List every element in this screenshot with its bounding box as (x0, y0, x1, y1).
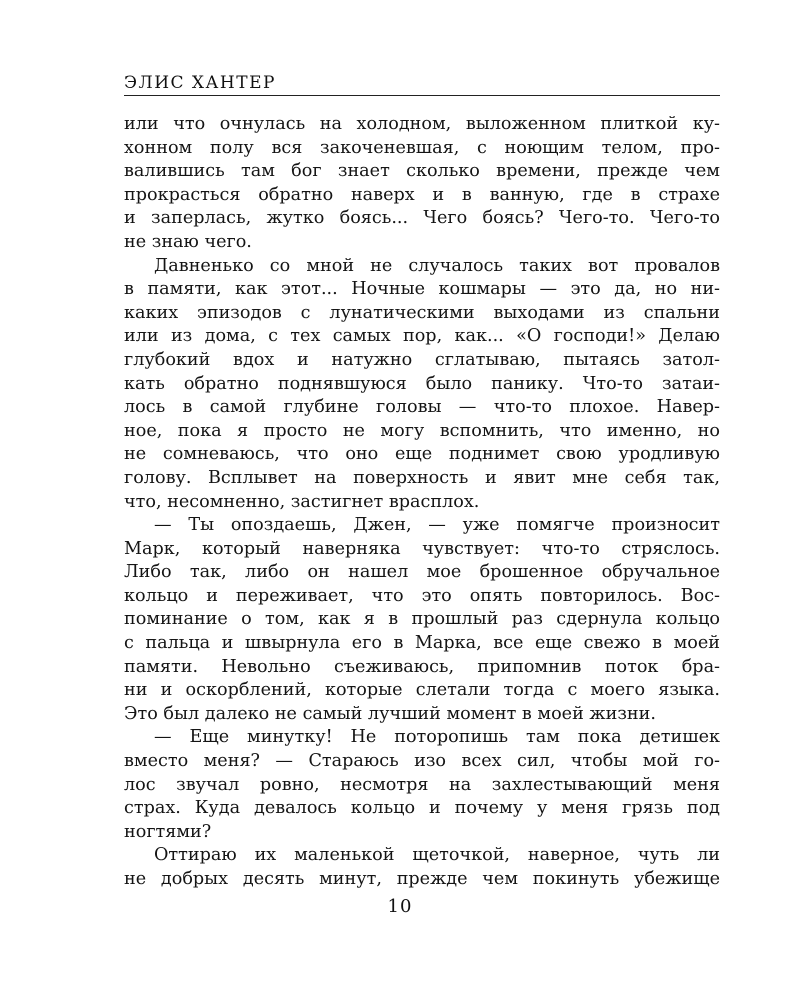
text-line: в памяти, как этот... Ночные кошмары — это да, но ни- (124, 279, 720, 300)
text-line: с пальца и швырнула его в Марка, все еще свежо в моей (124, 633, 720, 654)
text-line: — Еще минутку! Не поторопишь там пока детишек (154, 727, 720, 748)
page-number: 10 (387, 896, 413, 917)
text-line: валившись там бог знает сколько времени, прежде чем (124, 161, 720, 182)
text-line: страх. Куда девалось кольцо и почему у меня грязь под (124, 798, 720, 819)
header-rule (124, 95, 720, 96)
text-line: что, несомненно, застигнет врасплох. (124, 491, 480, 512)
body-text (124, 113, 720, 892)
text-line: Давненько со мной не случалось таких вот провалов (154, 255, 720, 276)
text-line: памяти. Невольно съеживаюсь, припомнив поток бра- (124, 656, 720, 677)
text-line: лос звучал ровно, несмотря на захлестывающий меня (124, 774, 720, 795)
text-line: голову. Всплывет на поверхность и явит мне себя так, (124, 467, 720, 488)
text-line: не сомневаюсь, что оно еще поднимет свою уродливую (124, 444, 720, 465)
text-line: каких эпизодов с лунатическими выходами из спальни (124, 302, 720, 323)
text-line: кольцо и переживает, что это опять повторилось. Вос- (124, 585, 720, 606)
text-line: ногтями? (124, 821, 212, 842)
running-header-author: ЭЛИС ХАНТЕР (124, 73, 276, 93)
text-line: не знаю чего. (124, 231, 252, 252)
text-line: вместо меня? — Стараюсь изо всех сил, чтобы мой го- (124, 751, 720, 772)
text-line: Оттираю их маленькой щеточкой, наверное, чуть ли (154, 845, 720, 866)
text-line: кать обратно поднявшуюся было панику. Что-то затаи- (124, 373, 720, 394)
text-line: лось в самой глубине головы — что-то плохое. Навер- (124, 397, 720, 418)
text-line: ни и оскорблений, которые слетали тогда с моего языка. (124, 680, 720, 701)
text-line: не добрых десять минут, прежде чем покинуть убежище (124, 869, 720, 889)
text-line: Это был далеко не самый лучший момент в моей жизни. (124, 703, 656, 724)
text-line: прокрасться обратно наверх и в ванную, где в страхе (124, 184, 720, 205)
text-line: ное, пока я просто не могу вспомнить, что именно, но (124, 420, 720, 441)
text-line: и заперлась, жутко боясь... Чего боясь? Чего-то. Чего-то (124, 208, 720, 229)
text-line: Либо так, либо он нашел мое брошенное обручальное (124, 562, 720, 583)
text-line: хонном полу вся закоченевшая, с ноющим телом, про- (124, 137, 720, 158)
text-line: — Ты опоздаешь, Джен, — уже помягче произносит (154, 515, 720, 536)
text-line: или что очнулась на холодном, выложенном плиткой ку- (124, 114, 720, 134)
text-line: глубокий вдох и натужно сглатываю, пытаясь затол- (124, 349, 720, 370)
text-line: Марк, который наверняка чувствует: что-то стряслось. (124, 538, 720, 559)
text-line: или из дома, с тех самых пор, как... «О господи!» Делаю (124, 326, 720, 347)
text-line: поминание о том, как я в прошлый раз сдернула кольцо (124, 609, 720, 630)
